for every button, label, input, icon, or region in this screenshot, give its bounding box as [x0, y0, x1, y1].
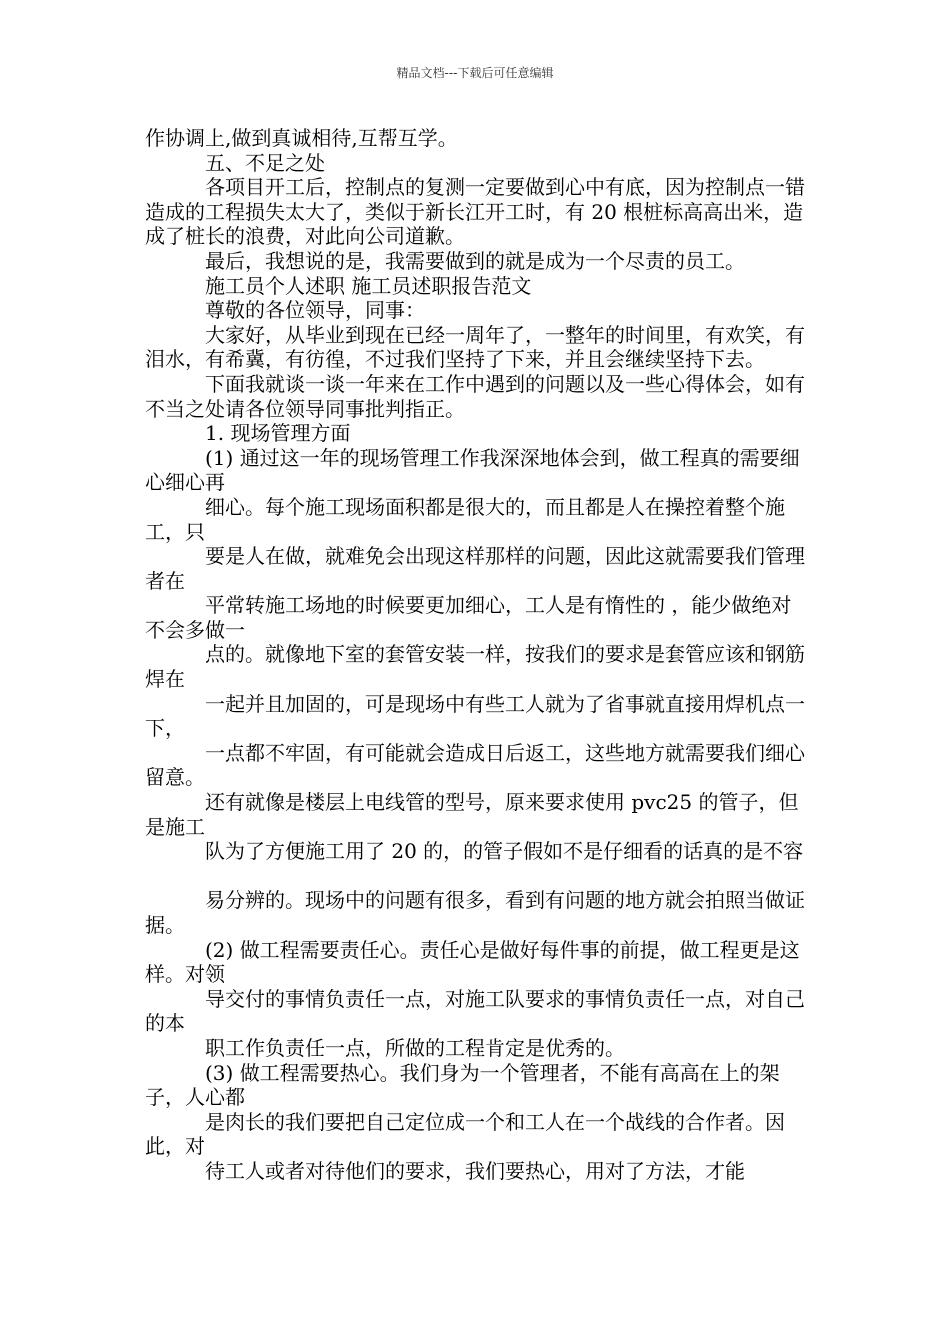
paragraph: (3) 做工程需要热心。我们身为一个管理者，不能有高高在上的架子，人心都 [145, 1060, 780, 1110]
paragraph: (2) 做工程需要责任心。责任心是做好每件事的前提，做工程更是这样。对领 [145, 937, 800, 987]
section-heading: 五、不足之处 [205, 150, 325, 175]
paragraph: 还有就像是楼层上电线管的型号，原来要求使用 pvc25 的管子，但是施工 [145, 790, 799, 839]
paragraph: 一起并且加固的，可是现场中有些工人就为了省事就直接用焊机点一下， [145, 691, 805, 741]
paragraph: 要是人在做，就难免会出现这样那样的问题，因此这就需要我们管理者在 [145, 544, 805, 593]
paragraph: 细心。每个施工现场面积都是很大的，而且都是人在操控着整个施工，只 [145, 494, 785, 544]
paragraph: 导交付的事情负责任一点，对施工队要求的事情负责任一点，对自己的本 [145, 986, 805, 1036]
paragraph: 点的。就像地下室的套管安装一样，按我们的要求是套管应该和钢筋焊在 [145, 642, 805, 692]
paragraph: 一点都不牢固，有可能就会造成日后返工，这些地方就需要我们细心留意。 [145, 740, 805, 790]
paragraph: 下面我就谈一谈一年来在工作中遇到的问题以及一些心得体会，如有不当之处请各位领导同事批判指正。 [145, 371, 805, 421]
paragraph: 平常转施工场地的时候要更加细心，工人是有惰性的 ，能少做绝对不会多做一 [145, 593, 792, 642]
paragraph: 是肉长的我们要把自己定位成一个和工人在一个战线的合作者。因此，对 [145, 1109, 785, 1159]
paragraph: 职工作负责任一点，所做的工程肯定是优秀的。 [205, 1035, 625, 1060]
paragraph: 各项目开工后，控制点的复测一定要做到心中有底，因为控制点一错造成的工程损失太大了，类似于新长江开工时，有 20 根桩标高高出米，造成了桩长的浪费，对此向公司道歉。 [145, 175, 805, 249]
paragraph: (1) 通过这一年的现场管理工作我深深地体会到，做工程真的需要细心细心再 [145, 445, 800, 495]
document-body [145, 126, 810, 1184]
paragraph: 最后，我想说的是，我需要做到的就是成为一个尽责的员工。 [205, 248, 745, 273]
paragraph: 队为了方便施工用了 20 的，的管子假如不是仔细看的话真的是不容 [205, 839, 804, 864]
page-header: 精品文档---下载后可任意编辑 [396, 66, 554, 80]
report-title: 施工员个人述职 施工员述职报告范文 [205, 273, 532, 298]
paragraph: 作协调上,做到真诚相待,互帮互学。 [145, 126, 458, 150]
paragraph: 大家好，从毕业到现在已经一周年了，一整年的时间里，有欢笑，有泪水，有希冀，有彷徨，不过我们坚持了下来，并且会继续坚持下去。 [145, 322, 805, 372]
salutation: 尊敬的各位领导，同事： [205, 298, 425, 323]
section-heading: 1. 现场管理方面 [205, 421, 351, 446]
paragraph: 待工人或者对待他们的要求，我们要热心，用对了方法，才能 [205, 1158, 745, 1183]
paragraph: 易分辨的。现场中的问题有很多，看到有问题的地方就会拍照当做证据。 [145, 888, 805, 937]
